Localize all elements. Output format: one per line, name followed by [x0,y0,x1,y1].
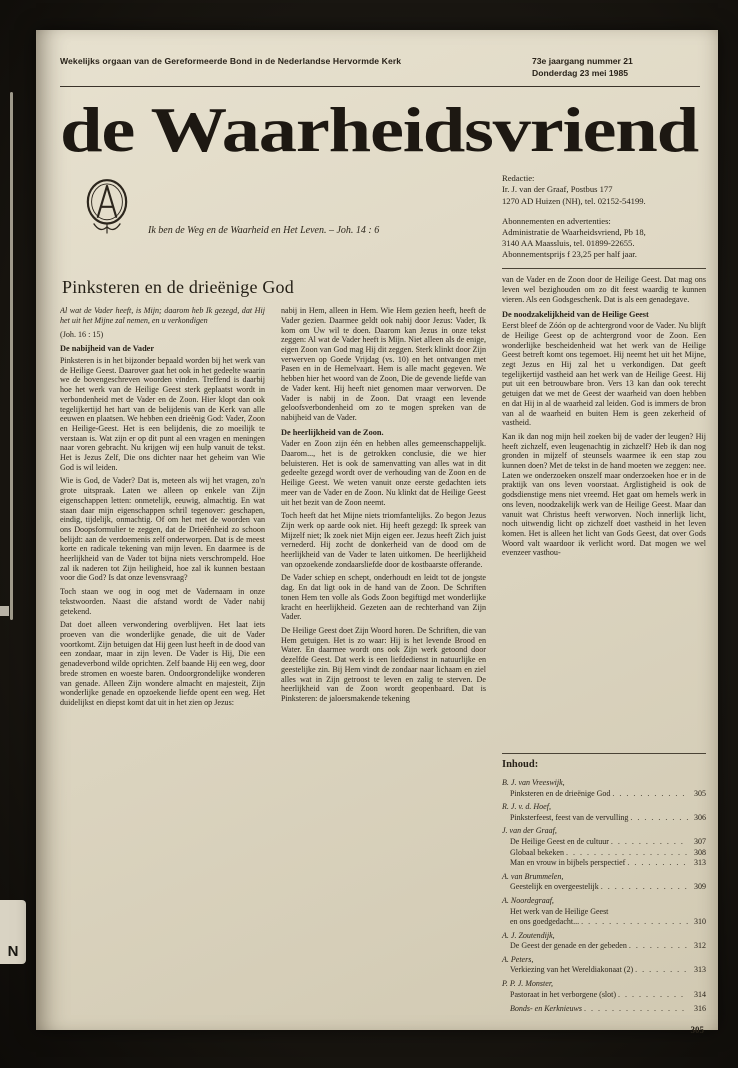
article-columns [60,306,486,970]
paragraph: Wie is God, de Vader? Dat is, meteen als wij het vragen, zo'n grote uitspraak. Laten we alleen op enkele van Zijn eigenschappen letten: onmetelijk, eeuwig, almachtig. En wat staan daar mijn eigenschappen schril tegenover: geschapen, eindig, tijdelijk, onmachtig. Of om het met de woorden van ons Doopsformulier te zeggen, dat de Drieëênheid zo schoon belijdt: aan de verdoemenis zelf onderworpen. Dat is de meest korte en radicale tekening van mijn leven. En daarmee is de heerlijkheid van de Vader tot bijna niets verschrompeld. Hoe zal ik naderen tot Zijn heiligheid, hoe zal ik kunnen bestaan voor die God? Is dat onze levensvraag? [60,476,265,583]
left-main [60,171,486,1035]
toc-author: A. van Brummelen, [502,871,564,881]
toc-author: P. P. J. Monster, [502,979,554,989]
redactie-line: 1270 AD Huizen (NH), tel. 02152-54199. [502,195,646,206]
dot-leader [612,789,688,800]
dot-leader [611,837,688,848]
toc-page-number: 310 [694,917,706,927]
toc-entry-line: Verkiezing van het Wereldiakonaat (2) . . . 313 [502,965,706,976]
motto-text: Ik ben de Weg en de Waarheid en Het Leven. – Joh. 14 : 6 [148,225,380,237]
abonnementen-line: Abonnementsprijs f 23,25 per half jaar. [502,249,637,260]
redactie-label: Redactie: [502,173,535,184]
colophon [502,171,706,260]
toc-entry-line: De Heilige Geest en de cultuur . . . 307 [502,837,706,848]
abonnementen-label: Abonnementen en advertenties: [502,215,611,226]
dot-leader [581,917,688,928]
spine-mark [0,606,9,616]
section-heading-vader: De nabijheid van de Vader [60,344,155,354]
article-column-3 [502,275,706,745]
toc-entry-line: Pastoraat in het verborgene (slot) . . . 314 [502,990,706,1001]
toc-page-number: 305 [694,788,706,798]
section-heading-zoon: De heerlijkheid van de Zoon. [281,427,384,437]
toc-page-number: 306 [694,812,706,822]
spine-patch [0,900,26,964]
issue-date: Donderdag 23 mei 1985 [532,67,629,78]
dot-leader [618,990,688,1001]
masthead-svg [60,89,700,169]
dot-leader [635,965,688,976]
spine-letter: N [7,943,19,960]
toc-page-number: 314 [694,989,706,999]
masthead [60,89,700,169]
table-of-contents [502,760,706,1014]
dot-leader [627,858,688,869]
magazine-page [36,30,718,1035]
toc-entry-line: Geestelijk en overgeestelijk . . . 309 [502,882,706,893]
header-row [60,56,700,79]
issue-block [532,56,700,79]
book-spine-line [10,92,13,620]
header-rule [60,86,700,87]
paragraph: Pinksteren is in het bijzonder bepaald worden bij het werk van de Heilige Geest. Daarover gaat het ook in het gedeelte waarin we de bovengeschreven woorden vinden. Treffend is daarbij hoe het werk van de Heilige Geest sterk geplaatst wordt in verbondenheid met de Vader en de Zoon. Hier klopt dan ook tegelijkertijd het hart van de belijdenis van de Kerk van alle eeuwen en plaatsen. We hebben een drieënig God: Vader, Zoon en Heilige-Geest. Het is een belijdenis, die zo moeilijk te verstaan is. Wat zijn er op dit punt al een vragen en meningen naar voren gebracht. Nu krijgen wij een hulp vanuit de tekst. Het is Jezus Zelf, Die ons dichter naar het geheim van Wie God is wil leiden. [60,356,265,472]
toc-entry-line: Man en vrouw in bijbels perspectief . . . 313 [502,858,706,869]
toc-page-number: 308 [694,847,706,857]
toc-entry-line: Bonds- en Kerknieuws . . . 316 [502,1004,706,1015]
dot-leader [630,813,688,824]
toc-author: J. van der Graaf, [502,826,557,836]
right-column [502,171,706,1035]
redactie-line: Ir. J. van der Graaf, Postbus 177 [502,184,613,195]
toc-author: A. Peters, [502,954,534,964]
content-row [60,171,706,1035]
dot-leader [601,882,688,893]
masthead-title: de Waarheidsvriend [60,94,699,166]
dot-leader [566,848,688,859]
toc-page-number: 307 [694,836,706,846]
article-column-1 [60,306,265,970]
toc-page-number: 312 [694,941,706,951]
article-quote: Al wat de Vader heeft, is Mijn; daarom heb Ik gezegd, dat Hij het uit het Mijne zal nemen, en u verkondigen [60,306,265,325]
toc-entry-line: en ons goedgedacht... . . . 310 [502,917,706,928]
toc-title: Inhoud: [502,759,539,771]
toc-entry-line: Pinksteren en de drieënige God . . . 305 [502,789,706,800]
toc-rule [502,753,706,754]
issue-number: 73e jaargang nummer 21 [532,56,633,66]
quote-reference: (Joh. 16 : 15) [60,329,104,339]
toc-entry-line: De Geest der genade en der gebeden . . . 312 [502,941,706,952]
article-column-2 [281,306,486,970]
toc-entry-line: Globaal bekeken . . . 308 [502,848,706,859]
toc-page-number: 309 [694,882,706,892]
abonnementen-line: Administratie de Waarheidsvriend, Pb 18, [502,226,646,237]
toc-page-number: 313 [694,858,706,868]
header-tagline: Wekelijks orgaan van de Gereformeerde Bond in de Nederlandse Hervormde Kerk [60,56,402,66]
paragraph: Vader en Zoon zijn één en hebben alles gemeenschappelijk. Daarom..., het is de getrokken conclusie, die we hier beluisteren. Het is ook de samenvatting van alles wat in dit gedeelte gezegd wordt over de verhouding van de Zoon en de Heilige Geest. We weten vanuit onze eerste gedachten iets meer van de Vader en de Zoon. Nu klinkt dat de Heilige Geest uit het bezit van de Zoon neemt. [281,439,486,507]
article-title: Pinksteren en de drieënige God [62,277,294,298]
publisher-monogram-icon [82,175,132,237]
paragraph: Eerst bleef de Zóón op de achtergrond voor de Vader. Nu blijft de Heilige Geest op de achtergrond voor de Zoon. Een wonderlijke bescheidenheid wat het werk van de Heilige Geest betreft komt ons tegemoet. Hij neemt het uit het Mijne, zegt Jezus en Hij zal het u verkondigen. Dat geeft tegelijkertijd vastheid aan het werk van de Heilige Geest. Hij put uit een betrouwbare bron. Vers 13 kan dan ook terecht getuigen dat we met de Geest der waarheid van doen hebben en dat Hij in al de waarheid zal leiden. God is immers de bron van al de waarheid en buiten Hem is geen zekerheid of vastheid. [502,321,706,428]
paragraph: van de Vader en de Zoon door de Heilige Geest. Dat mag ons leven wel bezighouden om zo dit feest waardig te kunnen vieren. Als een Godsgeschenk. Dat is als een genadegave. [502,275,706,304]
toc-author: A. J. Zoutendijk, [502,930,555,940]
toc-page-number: 316 [694,1004,706,1014]
toc-author: B. J. van Vreeswijk, [502,777,565,787]
abonnementen-line: 3140 AA Maassluis, tel. 01899-22655. [502,238,635,249]
paragraph: Dat doet alleen verwondering overblijven. Het laat iets proeven van die wonderlijke genade, die uit de Vader voortkomt. Zijn betuigen dat Hij geen lust heeft in de dood van een zondaar, maar in zijn leven. De Vader is Hij, Die een genadeverbond wilde oprichten. Zelf baande Hij een weg, door brede stromen en woeste baren. Ondoorgrondelijke wonderen van genade. Alleen Zijn wondere almacht en majesteit, Zijn wonderlijke genade en opzoekende liefde opent een weg. Het duidelijkst en diepst komt dat uit in het zien op Jezus: [60,620,265,707]
dot-leader [584,1004,688,1015]
toc-author: A. Noordegraaf, [502,895,554,905]
colophon-rule [502,268,706,269]
paragraph: nabij in Hem, alleen in Hem. Wie Hem gezien heeft, heeft de Vader gezien. Daarmee geldt ook nabij door Jezus: Vader, Ik kom om Uw wil te doen. Daarom kan Jezus in onze tekst zeggen: Al wat de Vader heeft is Mijn. Niet alleen als de enige, eigen Zoon van God mag Hij dit zeggen. Sterk klinkt door Zijn verwerven op Goede Vrijdag (vs. 10) en het ontvangen met Pasen en in de Hemelvaart. Hem is alle macht gegeven. We hebben hier het woord van de Zoon, Die de gevende liefde van de Vader kent. Hij heeft niet genomen maar verworven. De Vader is nabij in de Zoon. Dat vraagt een levende geloofsverbondenheid om zo te mogen spreken van de nabijheid van de Vader. [281,306,486,422]
paragraph: Toch staan we oog in oog met de Vadernaam in onze tekstwoorden. Naast die afstand wordt de Vader nabij getekend. [60,587,265,616]
toc-entry-line: Het werk van de Heilige Geest [510,906,609,916]
paragraph: Kan ik dan nog mijn heil zoeken bij de vader der leugen? Hij heeft zichzelf, even leugenachtig in zichzelf? Heb ik dan nog gronden in mijzelf of steunsels waarmee ik een stap zou kunnen doen? Met de tekst in de hand moeten we zeggen: nee. Laten we onderzoeken onszelf maar onderzoeken hoe er in de praktijk van ons leven voorstaat. Arglistigheid is ook de godsdienstige mens niet vreemd. Het gaat om hemels werk in ons leven, noodzakelijk werk van de Heilige Geest. Maar dan vanuit wat Christus heeft verworven. Noch innerlijk licht, noch uitwendig licht op zichzelf doet vastheid in het leven komen. Het is alleen het licht van Gods Geest, dat over Gods Woord valt waardoor ik verlicht word. Dat mogen we wel evenzeer vasthou- [502,431,706,558]
toc-page-number: 313 [694,965,706,975]
paragraph: De Heilige Geest doet Zijn Woord horen. De Schriften, die van Hem getuigen. Het is zo waar: Hij is het levende Brood en Water. En daarmee wordt ons ook Zijn werk getoond door dezelfde Geest. Dat werk is een liefdedienst in natuurlijke en geestelijke zin. Bij Hem vindt de zondaar naar lichaam en ziel alles wat in Zijn getroost te leven en zalig te sterven. De heerlijkheid van de Zoon wordt geopenbaard. Dat is Pinksteren: de jaloersmakende tekening [281,625,486,703]
toc-author: R. J. v. d. Hoef, [502,802,551,812]
dot-leader [629,941,688,952]
paragraph: Toch heeft dat het Mijne niets triomfantelijks. Zo begon Jezus Zijn werk op aarde ook niet. Hij heeft gezegd: Ik spreek van Mijzelf niet; Ik zoek niet Mijn eigen eer. Jezus heeft Zich juist vernederd. Hij zocht de donkerheid van de dood om de heerlijkheid van de Vader te laten uitkomen. De heerlijkheid van opzoekende zondaarsliefde door de kostbaarste offerande. [281,511,486,569]
toc-entry-line: Pinksterfeest, feest van de vervulling . . . 306 [502,813,706,824]
motto-band [60,171,486,273]
page-number: 305 [690,1024,704,1035]
paragraph: De Vader schiep en schept, onderhoudt en leidt tot de jongste dag. En dat ligt ook in de hand van de Zoon. De Schriften tonen Hem ten volle als Gods Zoon begiftigd met wonderlijke kracht en heerlijkheid. Gezeten aan de rechterhand van Zijn Vader. [281,573,486,622]
section-heading-geest: De noodzakelijkheid van de Heilige Geest [502,309,649,319]
